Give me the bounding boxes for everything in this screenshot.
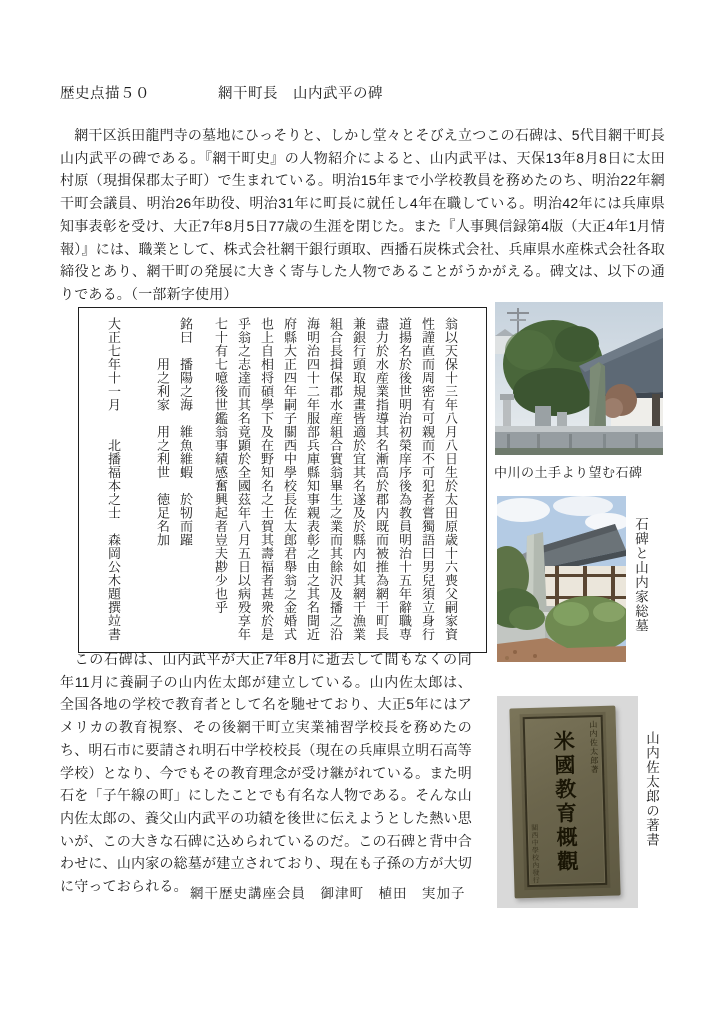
inscription-column: 兼銀行頭取規畫皆適於宜其名遂及於縣内如其網干漁業 [351, 317, 366, 641]
inscription-column: 道揚名於後世明治初榮庠序後為教員明治十五年辭職専 [397, 317, 412, 641]
inscription-column: 性謹直而周密有可親而不可犯者嘗獨語曰男兒須立身行 [420, 317, 435, 641]
inscription-column: 七十有七噫後世鑑翁事績感奮興起者豈夫尠少也乎 [213, 317, 228, 614]
photo3-caption: 山内佐太郎の著書 [644, 731, 659, 847]
inscription-column: 銘曰 播陽之海 維魚維蝦 於牣而躍 [178, 317, 193, 547]
photo-book-cover [497, 696, 638, 908]
inscription-box [78, 307, 487, 653]
photo-monument-from-riverbank [495, 302, 663, 455]
book-author-text: 山内佐太郎著 [588, 720, 600, 775]
inscription-column: 用之利家 用之利世 徳足名加 [155, 317, 170, 547]
inscription-column: 盡力於水産業指導其名漸高於郡内既而被推為網干町長 [374, 317, 389, 641]
book-title-text: 米國教育概觀 [550, 729, 580, 875]
inscription-column: 大正七年十一月 北播福本之士 森岡公木題撰竝書 [106, 317, 121, 641]
inscription-column: 翁以天保十三年八月八日生於太田原歳十六喪父嗣家資 [443, 317, 458, 641]
photo1-caption: 中川の土手より望む石碑 [494, 465, 643, 480]
photo-monument-and-family-grave-image [497, 496, 626, 662]
photo2-caption: 石碑と山内家総墓 [633, 517, 648, 633]
inscription-column: 海明治四十二年服部兵庫縣知事親表彰之由之其名聞近 [305, 317, 320, 641]
series-label: 歴史点描５０ [60, 86, 150, 102]
inscription-column: 乎翁之志達而其名竟顕於全國茲年八月五日以病殁享年 [236, 317, 251, 641]
inscription-column: 組合長揖保郡水産組合實翁畢生之業而其餘沢及播之沿 [328, 317, 343, 641]
book-publisher-text: 關西中學校內發行 [530, 823, 541, 884]
photo-monument-from-riverbank-image [495, 302, 663, 455]
photo-monument-and-family-grave [497, 496, 626, 662]
body-paragraph: この石碑は、山内武平が大正7年8月に逝去して間もなくの同年11月に養嗣子の山内佐太郎が建立している。山内佐太郎は、全国各地の学校で教育者として名を馳せており、大正5年にはアメリカの教育視察、その後網干町立実業補習学校長を務めたのち、明石市に要請され明石中学校校長（現在の兵庫県立明石高等学校）となり、今でもその教育理念が受け継がれている。また明石を「子午線の町」にしたことでも有名な人物である。そんな山内佐太郎の、養父山内武平の功績を後世に伝えようとした熱い思いが、この大きな石碑に込められているのだ。この石碑と背中合わせに、山内家の総墓が建立されており、現在も子孫の方が大切に守っておられる。 [60, 651, 472, 895]
book-cover [509, 706, 620, 899]
page-title: 網干町長 山内武平の碑 [218, 86, 383, 102]
inscription-text [79, 308, 486, 652]
attribution-line: 網干歴史講座会員 御津町 植田 実加子 [190, 886, 466, 901]
inscription-column: 府縣大正四年嗣子關西中學校長佐太郎君舉翁之金婚式 [282, 317, 297, 641]
intro-paragraph: 網干区浜田龍門寺の墓地にひっそりと、しかし堂々とそびえ立つこの石碑は、5代目網干町長山内武平の碑である。『網干町史』の人物紹介によると、山内武平は、天保13年8月8日に太田村原（現揖保郡太子町）で生まれている。明治15年まで小学校教員を務めたのち、明治22年網干町会議員、明治26年助役、明治31年に町長に就任し4年在職している。明治42年には兵庫県知事表彰を受け、大正7年8月5日77歳の生涯を閉じた。また『人事興信録第4版（大正4年1月情報）』には、職業として、株式会社網干銀行頭取、西播石炭株式会社、兵庫県水産株式会社各取締役とあり、網干町の発展に大きく寄与した人物であることがうかがえる。碑文は、以下の通りである。（一部新字使用） [60, 127, 665, 302]
inscription-column: 也上自相将碩學下及在野知名之士賀其壽福者甚衆於是 [259, 317, 274, 641]
